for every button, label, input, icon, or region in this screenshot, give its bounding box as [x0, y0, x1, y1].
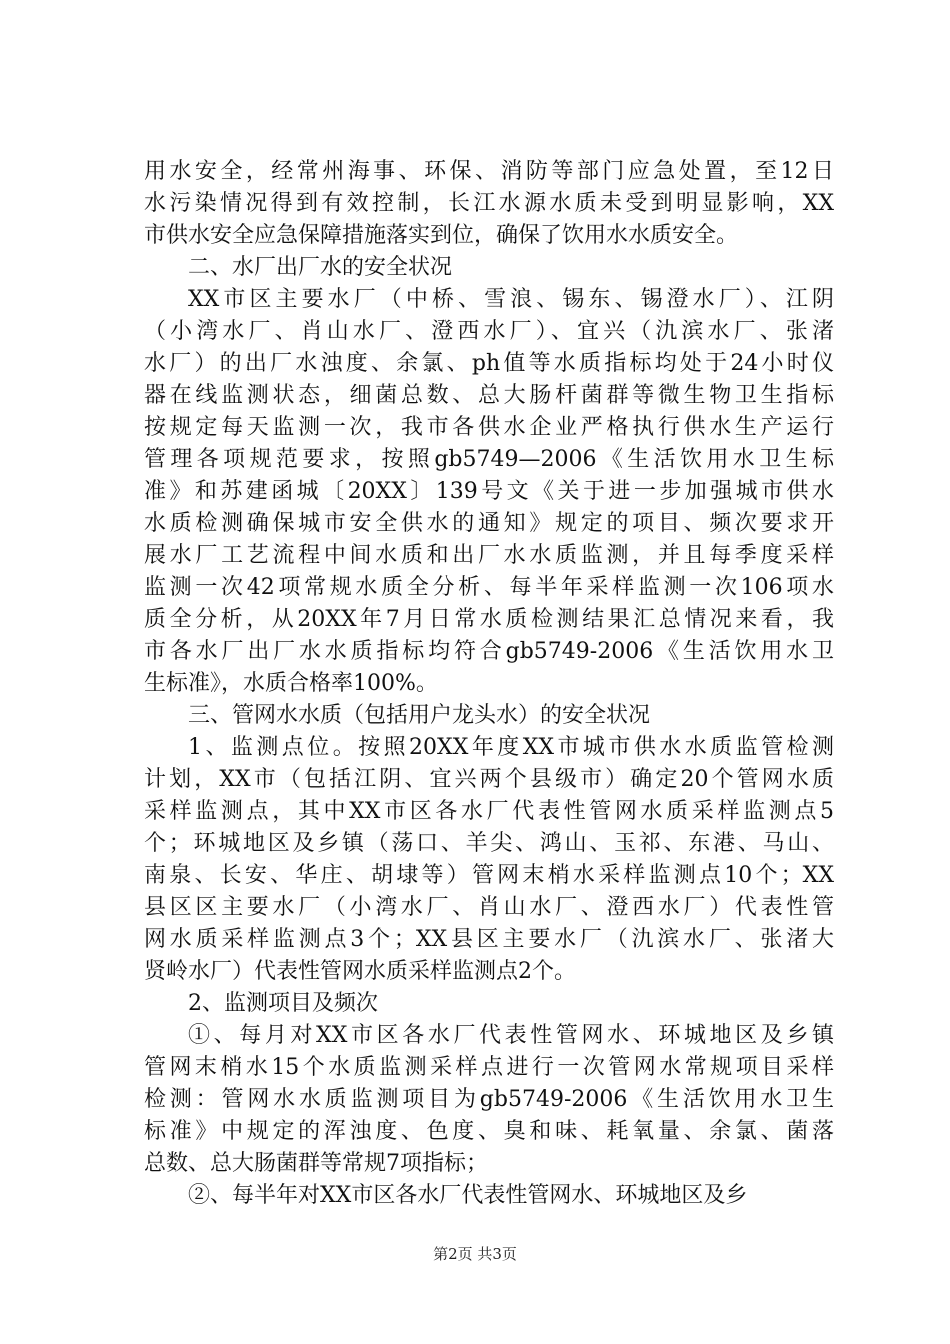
text-line: 总数、总大肠菌群等常规7项指标； — [144, 1151, 488, 1176]
text-line: 三、管网水水质（包括用户龙头水）的安全状况 — [188, 703, 651, 728]
text-line: XX市区主要水厂（中桥、雪浪、锡东、锡澄水厂）、江阴 — [188, 287, 834, 312]
text-line: 2、监测项目及频次 — [188, 991, 378, 1016]
text-line: 展水厂工艺流程中间水质和出厂水水质监测，并且每季度采样 — [144, 543, 834, 568]
text-line: （小湾水厂、肖山水厂、澄西水厂）、宜兴（氿滨水厂、张渚 — [144, 319, 834, 344]
text-line: 采样监测点，其中XX市区各水厂代表性管网水质采样监测点5 — [144, 799, 834, 824]
text-line: 用水安全，经常州海事、环保、消防等部门应急处置，至12日 — [144, 159, 834, 184]
text-line: 计划，XX市（包括江阴、宜兴两个县级市）确定20个管网水质 — [144, 767, 834, 792]
text-line: 县区区主要水厂（小湾水厂、肖山水厂、澄西水厂）代表性管 — [144, 895, 834, 920]
text-line: 准》和苏建函城〔20XX〕139号文《关于进一步加强城市供水 — [144, 479, 834, 504]
text-line: 贤岭水厂）代表性管网水质采样监测点2个。 — [144, 959, 576, 984]
text-line: 管理各项规范要求，按照gb5749—2006《生活饮用水卫生标 — [144, 447, 834, 472]
text-line: ②、每半年对XX市区各水厂代表性管网水、环城地区及乡 — [188, 1183, 748, 1208]
text-line: 南泉、长安、华庄、胡埭等）管网末梢水采样监测点10个；XX — [144, 863, 834, 888]
text-line: ①、每月对XX市区各水厂代表性管网水、环城地区及乡镇 — [188, 1023, 834, 1048]
document-body — [144, 156, 834, 1212]
text-line: 个；环城地区及乡镇（荡口、羊尖、鸿山、玉祁、东港、马山、 — [144, 831, 834, 856]
text-line: 管网末梢水15个水质监测采样点进行一次管网水常规项目采样 — [144, 1055, 834, 1080]
text-line: 按规定每天监测一次，我市各供水企业严格执行供水生产运行 — [144, 415, 834, 440]
text-line: 水质检测确保城市安全供水的通知》规定的项目、频次要求开 — [144, 511, 834, 536]
text-line: 二、水厂出厂水的安全状况 — [188, 255, 453, 280]
text-line: 水污染情况得到有效控制，长江水源水质未受到明显影响，XX — [144, 191, 834, 216]
text-line: 器在线监测状态，细菌总数、总大肠杆菌群等微生物卫生指标 — [144, 383, 834, 408]
text-line: 生标准》，水质合格率100%。 — [144, 671, 438, 696]
text-line: 监测一次42项常规水质全分析、每半年采样监测一次106项水 — [144, 575, 834, 600]
page-footer: 第2页 共3页 — [433, 1245, 517, 1263]
text-line: 网水质采样监测点3个；XX县区主要水厂（氿滨水厂、张渚大 — [144, 927, 834, 952]
text-line: 1、监测点位。按照20XX年度XX市城市供水水质监管检测 — [188, 735, 834, 760]
text-line: 检测：管网水水质监测项目为gb5749-2006《生活饮用水卫生 — [144, 1087, 834, 1112]
text-line: 水厂）的出厂水浊度、余氯、ph值等水质指标均处于24小时仪 — [144, 351, 834, 376]
text-line: 市各水厂出厂水水质指标均符合gb5749-2006《生活饮用水卫 — [144, 639, 834, 664]
text-line: 质全分析，从20XX年7月日常水质检测结果汇总情况来看，我 — [144, 607, 834, 632]
text-line: 市供水安全应急保障措施落实到位，确保了饮用水水质安全。 — [144, 223, 739, 248]
text-line: 标准》中规定的浑浊度、色度、臭和味、耗氧量、余氯、菌落 — [144, 1119, 834, 1144]
